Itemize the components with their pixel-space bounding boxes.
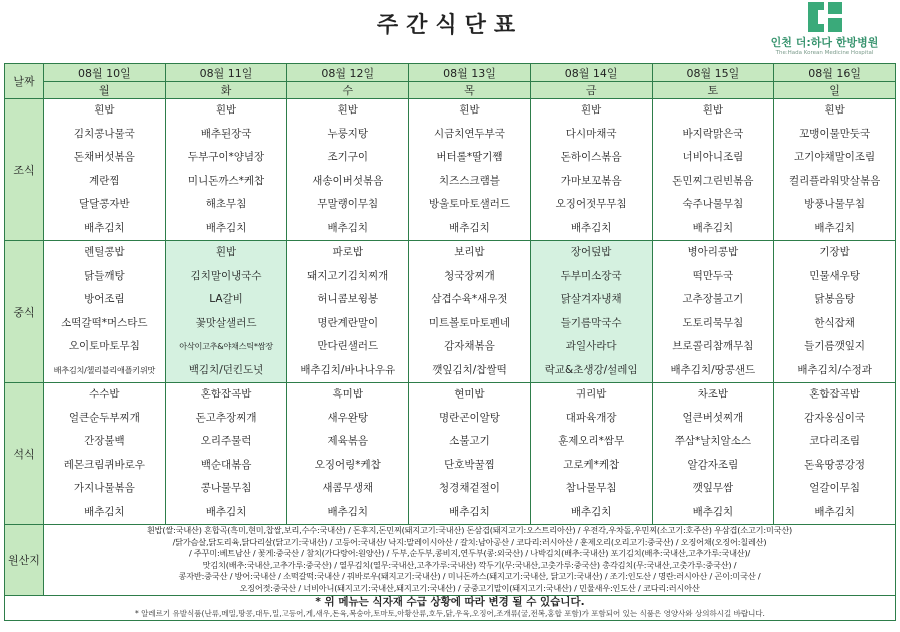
menu-item: 배추김치	[570, 505, 612, 518]
notice-cell	[5, 595, 896, 620]
date-2: 08월 12일	[287, 64, 409, 82]
menu-item: 고기야채말이조림	[794, 151, 876, 163]
menu-item: 돈채버섯볶음	[73, 151, 135, 163]
menu-item: 얼큰버섯찌개	[682, 411, 744, 424]
menu-item: 얼갈이무침	[809, 482, 860, 494]
menu-item: 돼지고기김치찌개	[307, 269, 389, 282]
menu-item: 새송이버섯볶음	[312, 174, 384, 187]
menu-item: 쭈삼*날치알소스	[674, 435, 751, 447]
menu-item: 다시마채국	[565, 127, 617, 140]
weekday-2: 수	[287, 82, 409, 99]
dinner-label: 석식	[5, 383, 44, 525]
menu-item: 꽃맛살샐러드	[195, 316, 257, 329]
menu-item: 흰밥	[94, 104, 115, 116]
menu-item: 배추김치	[84, 221, 125, 234]
dinner-cell-3	[409, 383, 531, 525]
menu-item: 배추김치	[692, 221, 734, 234]
hospital-logo	[757, 2, 892, 56]
menu-item: 간장불백	[84, 435, 125, 447]
breakfast-cell-5	[652, 99, 774, 241]
menu-item: 가지나물볶음	[73, 482, 135, 494]
notice-main: * 위 메뉴는 식자재 수급 상황에 따라 변경 될 수 있습니다.	[315, 596, 585, 609]
menu-item: 얼큰순두부찌개	[68, 411, 140, 424]
menu-item: 오리주물럭	[200, 435, 252, 447]
origin-info	[44, 525, 896, 596]
date-1: 08월 11일	[165, 64, 287, 82]
menu-item: 제육볶음	[327, 435, 369, 447]
menu-item: 꼬맹이물만둣국	[799, 127, 871, 140]
date-0: 08월 10일	[44, 64, 166, 82]
menu-item: 명란계란말이	[317, 316, 379, 329]
menu-item: 떡만두국	[692, 269, 734, 282]
menu-item: 백순대볶음	[200, 458, 252, 471]
menu-item: 락교&초생강/설레임	[544, 363, 638, 376]
menu-item: 참나물무침	[565, 482, 617, 494]
menu-item: 돈민찌그린빈볶음	[672, 174, 754, 187]
menu-item: 흰밥	[581, 104, 602, 116]
lunch-cell-1	[165, 241, 287, 383]
menu-item: 닭살겨자냉채	[560, 293, 622, 305]
menu-item: 무말랭이무침	[317, 198, 379, 210]
menu-item: 훈제오리*쌈무	[558, 435, 625, 447]
dinner-cell-1	[165, 383, 287, 525]
date-6: 08월 16일	[774, 64, 896, 82]
menu-item: 오징어링*케찹	[314, 458, 381, 471]
menu-item: 배추김치	[570, 221, 612, 234]
menu-item: 흰밥	[702, 104, 724, 116]
logo-subtitle: The:Hada Korean Medicine Hospital	[775, 50, 874, 56]
weekly-menu-table	[4, 63, 896, 621]
weekday-3: 목	[409, 82, 531, 99]
menu-item: 장어덮밥	[570, 246, 612, 258]
logo-mark-icon	[808, 2, 842, 32]
breakfast-cell-3	[409, 99, 531, 241]
page-title: 주간식단표	[376, 13, 524, 38]
lunch-cell-2	[287, 241, 409, 383]
lunch-cell-4	[530, 241, 652, 383]
origin-line: 흰밥(쌀:국내산) 혼합곡(흑미,현미,찹쌀,보리,수수:국내산) / 돈후지,돈민찌(돼지고기:국내산) 돈삼겹(돼지고기:오스트리아산) / 우전각,우차돌,우민찌(소고기:호주산) 우삼겹(소고기:미국산)	[146, 525, 793, 535]
weekday-5: 토	[652, 82, 774, 99]
date-5: 08월 15일	[652, 64, 774, 82]
menu-item: 도토리묵무침	[682, 316, 744, 329]
menu-item: 돈하이스볶음	[560, 151, 622, 163]
menu-item: 배추김치	[205, 505, 247, 518]
menu-item: 미트볼토마토펜네	[428, 316, 511, 329]
menu-item: 과일사라다	[565, 340, 617, 352]
breakfast-cell-1	[165, 99, 287, 241]
menu-item: 백김치/던킨도넛	[188, 363, 264, 376]
menu-item: 깻잎무쌈	[692, 482, 734, 494]
menu-item: 청국장찌개	[444, 269, 495, 282]
lunch-cell-0	[44, 241, 166, 383]
menu-item: 차조밥	[697, 388, 729, 400]
menu-item: 계란찜	[89, 174, 120, 187]
lunch-label: 중식	[5, 241, 44, 383]
menu-item: 배추김치/수정과	[797, 363, 872, 376]
logo-name: 인천 더:하다 한방병원	[770, 36, 879, 49]
lunch-cell-6	[774, 241, 896, 383]
menu-item: 현미밥	[454, 388, 485, 400]
menu-item: 파로밥	[332, 246, 363, 258]
menu-item: 대파육개장	[565, 411, 617, 424]
menu-item: 오징어젓무무침	[555, 198, 627, 210]
origin-line: / 주꾸미:베트남산 / 꽃게:중국산 / 참치(가다랑어:원양산) / 두부,순두부,콩비지,연두부(콩:외국산) / 나박김치(배추:국내산) 포기김치(배추:국내산,고추가루:국내산)/	[188, 548, 751, 559]
menu-item: 수수밥	[89, 388, 120, 400]
lunch-cell-3	[409, 241, 531, 383]
menu-item: 허니콤보윙봉	[317, 293, 379, 305]
menu-item: 두부미소장국	[560, 269, 622, 282]
menu-item: 조기구이	[327, 151, 369, 163]
menu-item: 고추장불고기	[682, 293, 744, 305]
breakfast-label: 조식	[5, 99, 44, 241]
menu-item: 배추김치	[327, 221, 369, 234]
dinner-cell-2	[287, 383, 409, 525]
menu-item: 배추김치	[205, 221, 247, 234]
lunch-cell-5	[652, 241, 774, 383]
weekday-6: 일	[774, 82, 896, 99]
menu-item: 배추된장국	[200, 127, 252, 140]
menu-item: 방어조림	[84, 293, 125, 305]
menu-item: 두부구이*양념장	[187, 151, 265, 163]
menu-item: 컬리플라워맛살볶음	[788, 174, 881, 187]
menu-item: 배추김치	[327, 505, 369, 518]
menu-item: 청경채겉절이	[439, 482, 500, 494]
menu-item: 삼겹수육*새우젓	[431, 293, 508, 305]
menu-item: 새콤무생채	[322, 482, 374, 494]
notice-allergy: * 알레르기 유발식품(난류,메밀,땅콩,대두,밀,고등어,게,새우,돈육,복숭아,토마토,아황산류,호두,닭,우육,오징어,조개류(굴,전복,홍합 포함)가 포함되어 있는 식품은 영양사와 상의하시길 바랍니다.	[135, 609, 765, 619]
menu-item: 너비아니조림	[682, 151, 744, 163]
dinner-cell-4	[530, 383, 652, 525]
menu-item: 배추김치/바나나우유	[300, 363, 396, 376]
menu-item: 감자옹심이국	[804, 411, 866, 424]
menu-item: 숙주나물무침	[682, 198, 744, 210]
menu-item: 돈육땅콩강정	[804, 458, 866, 471]
menu-item: 방울토마토샐러드	[428, 198, 511, 210]
breakfast-cell-6	[774, 99, 896, 241]
origin-label: 원산지	[5, 525, 44, 596]
menu-item: 닭들깨탕	[84, 269, 125, 282]
menu-item: 명란곤이알탕	[439, 411, 500, 424]
menu-item: 새우완탕	[327, 411, 369, 424]
menu-item: 알감자조림	[687, 458, 739, 471]
menu-item: 소떡갈떡*머스타드	[61, 316, 148, 329]
menu-item: 코다리조림	[809, 435, 860, 447]
menu-item: 깻잎김치/찹쌀떡	[432, 363, 507, 376]
menu-item: 미니돈까스*케찹	[187, 174, 265, 187]
menu-item: 김치말이냉국수	[190, 269, 262, 282]
menu-item: 들기름깻잎지	[804, 340, 866, 352]
menu-item: 혼합잡곡밥	[809, 388, 860, 400]
menu-item: 가마보꼬볶음	[560, 174, 622, 187]
breakfast-cell-0	[44, 99, 166, 241]
menu-item: 병아리콩밥	[687, 246, 739, 258]
menu-item: 오이토마토무침	[68, 340, 140, 352]
menu-item: 들기름막국수	[560, 316, 622, 329]
menu-item: 한식잡채	[814, 316, 855, 329]
menu-item: 흰밥	[337, 104, 358, 116]
menu-item: 방풍나물무침	[804, 198, 866, 210]
menu-item: 보리밥	[454, 246, 485, 258]
origin-line: 콩자반:중국산 / 방어:국내산 / 소떡갈떡:국내산 / 꿔바로우(돼지고기:국내산) / 미니돈까스(돼지고기:국내산, 닭고기:국내산) / 조기:인도산 / 명란:러시아산 / 곤이:미국산 /	[178, 571, 761, 582]
weekday-1: 화	[165, 82, 287, 99]
menu-item: 감자채볶음	[444, 340, 495, 352]
origin-line: 맛김치(배추:국내산,고추가루:중국산) / 열무김치(열무:국내산,고추가루:국내산) 깍두기(무:국내산,고춧가루:중국산) 총각김치(무:국내산,고춧가루:중국산) /	[202, 559, 737, 570]
menu-item: 배추김치	[84, 505, 125, 518]
menu-item: 흑미밥	[332, 388, 363, 400]
menu-item: 만다린샐러드	[317, 340, 379, 352]
date-3: 08월 13일	[409, 64, 531, 82]
menu-item: 흰밥	[215, 246, 237, 258]
menu-item: 배추김치	[449, 505, 490, 518]
menu-item: 혼합잡곡밥	[200, 388, 252, 400]
menu-item: 버터롤*딸기쨈	[436, 151, 503, 163]
menu-item: 귀리밥	[575, 388, 607, 400]
weekday-0: 월	[44, 82, 166, 99]
menu-item: 아삭이고추&야채스틱*쌈장	[179, 341, 273, 351]
date-4: 08월 14일	[530, 64, 652, 82]
menu-item: 해초무침	[205, 198, 247, 210]
menu-item: 레몬크림퀴바로우	[63, 458, 145, 471]
menu-item: 배추김치/첼리블리애플키위맛	[53, 364, 156, 375]
menu-item: 배추김치	[692, 505, 734, 518]
menu-item: 김치콩나물국	[73, 127, 135, 140]
menu-item: 렌틸콩밥	[84, 246, 125, 258]
menu-item: 브로콜리참깨무침	[672, 340, 754, 352]
dinner-cell-0	[44, 383, 166, 525]
origin-line: 오징어젓:중국산 / 너비아니(돼지고기:국내산,돼지고기:국내산) / 궁중고기말이(돼지고기:국내산) / 민물새우:인도산 / 코다리:러시아산	[239, 582, 700, 593]
menu-item: 고로케*케찹	[563, 458, 620, 471]
weekday-4: 금	[530, 82, 652, 99]
menu-item: 흰밥	[215, 104, 237, 116]
breakfast-cell-4	[530, 99, 652, 241]
menu-item: 닭봉음탕	[814, 293, 855, 305]
menu-item: 배추김치	[814, 505, 855, 518]
menu-item: 시금치연두부국	[433, 127, 505, 140]
menu-item: 흰밥	[459, 104, 480, 116]
menu-item: 기장밥	[819, 246, 850, 258]
menu-item: 달달콩자반	[78, 198, 130, 210]
menu-item: 바지락맑은국	[682, 127, 744, 140]
menu-item: 콩나물무침	[200, 482, 252, 494]
menu-item: 돈고추장찌개	[195, 411, 257, 424]
dinner-cell-6	[774, 383, 896, 525]
date-label: 날짜	[5, 64, 44, 99]
menu-item: 배추김치	[449, 221, 490, 234]
menu-item: 민물새우탕	[809, 269, 860, 282]
breakfast-cell-2	[287, 99, 409, 241]
origin-line: /닭가슴살,닭도리육,닭다리살(닭고기:국내산) / 고등어:국내산/ 낙지:말레이시아산 / 갈치:남아공산 / 코다리:러시아산 / 훈제오리(오리고기:중국산) / 오징어채(오징어:칠레산)	[172, 536, 767, 547]
menu-item: 단호박꿀찜	[444, 458, 495, 471]
menu-item: 배추김치/땅콩샌드	[670, 363, 756, 376]
menu-item: LA갈비	[209, 293, 243, 305]
menu-item: 치즈스크램블	[439, 174, 500, 187]
menu-item: 소불고기	[449, 435, 490, 447]
menu-item: 누룽지탕	[327, 127, 369, 140]
menu-item: 흰밥	[824, 104, 845, 116]
menu-item: 배추김치	[814, 221, 855, 234]
dinner-cell-5	[652, 383, 774, 525]
